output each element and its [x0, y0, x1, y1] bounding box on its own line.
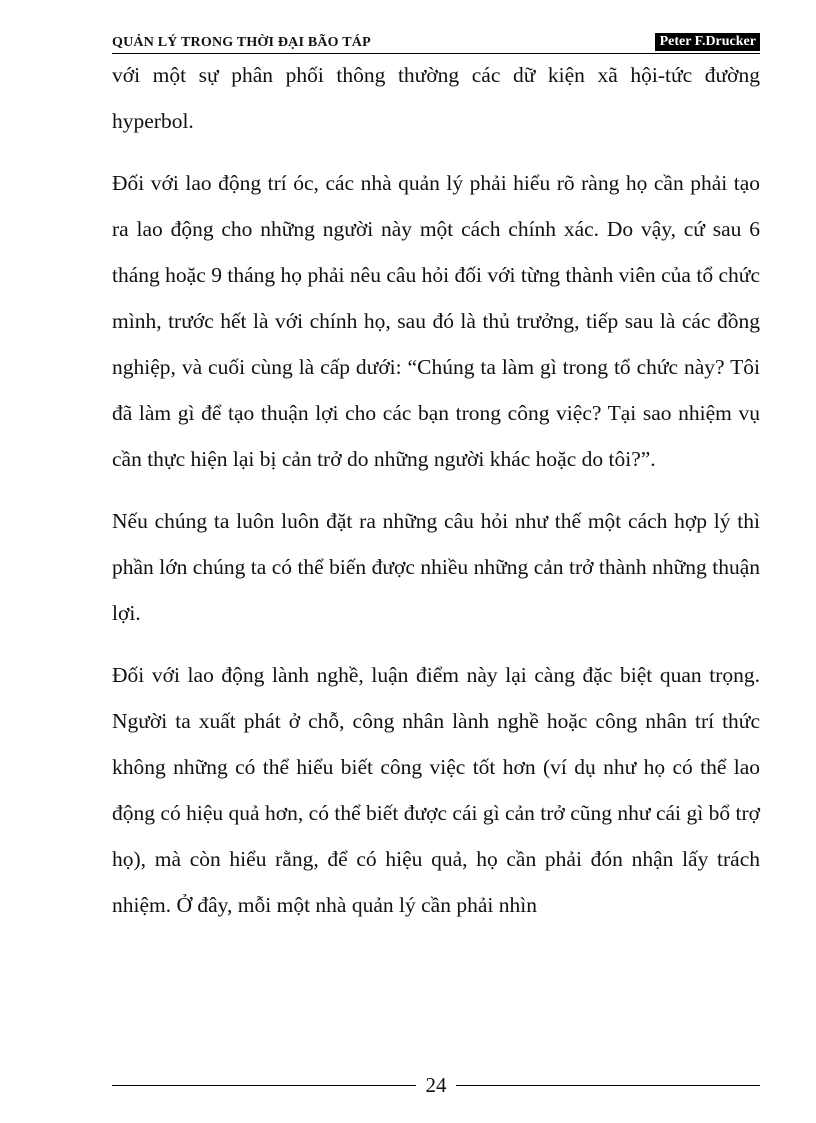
author-label: Peter F.Drucker: [655, 33, 760, 51]
page-body: [112, 52, 760, 944]
page-footer: [112, 1072, 760, 1098]
page-number: 24: [425, 1073, 447, 1097]
book-title: QUẢN LÝ TRONG THỜI ĐẠI BÃO TÁP: [112, 35, 371, 50]
running-header: [112, 33, 760, 54]
paragraph-4: Đối với lao động lành nghề, luận điểm này lại càng đặc biệt quan trọng. Người ta xuất phát ở chỗ, công nhân lành nghề hoặc công nhân trí thức không những có thể hiểu biết công việc tốt hơn (ví dụ như họ có thể lao động có hiệu quả hơn, có thể biết được cái gì cản trở cũng như cái gì bổ trợ họ), mà còn hiểu rằng, để có hiệu quả, họ cần phải đón nhận lấy trách nhiệm. Ở đây, mỗi một nhà quản lý cần phải nhìn: [112, 663, 760, 917]
paragraph-3: Nếu chúng ta luôn luôn đặt ra những câu hỏi như thế một cách hợp lý thì phần lớn chúng ta có thể biến được nhiều những cản trở thành những thuận lợi.: [112, 509, 760, 625]
paragraph-1: với một sự phân phối thông thường các dữ kiện xã hội-tức đường hyperbol.: [112, 63, 760, 133]
footer-rule-right: [456, 1085, 760, 1086]
paragraph-2: Đối với lao động trí óc, các nhà quản lý phải hiểu rõ ràng họ cần phải tạo ra lao động cho những người này một cách chính xác. Do vậy, cứ sau 6 tháng hoặc 9 tháng họ phải nêu câu hỏi đối với từng thành viên của tổ chức mình, trước hết là với chính họ, sau đó là thủ trưởng, tiếp sau là các đồng nghiệp, và cuối cùng là cấp dưới: “Chúng ta làm gì trong tổ chức này? Tôi đã làm gì để tạo thuận lợi cho các bạn trong công việc? Tại sao nhiệm vụ cần thực hiện lại bị cản trở do những người khác hoặc do tôi?”.: [112, 171, 760, 471]
